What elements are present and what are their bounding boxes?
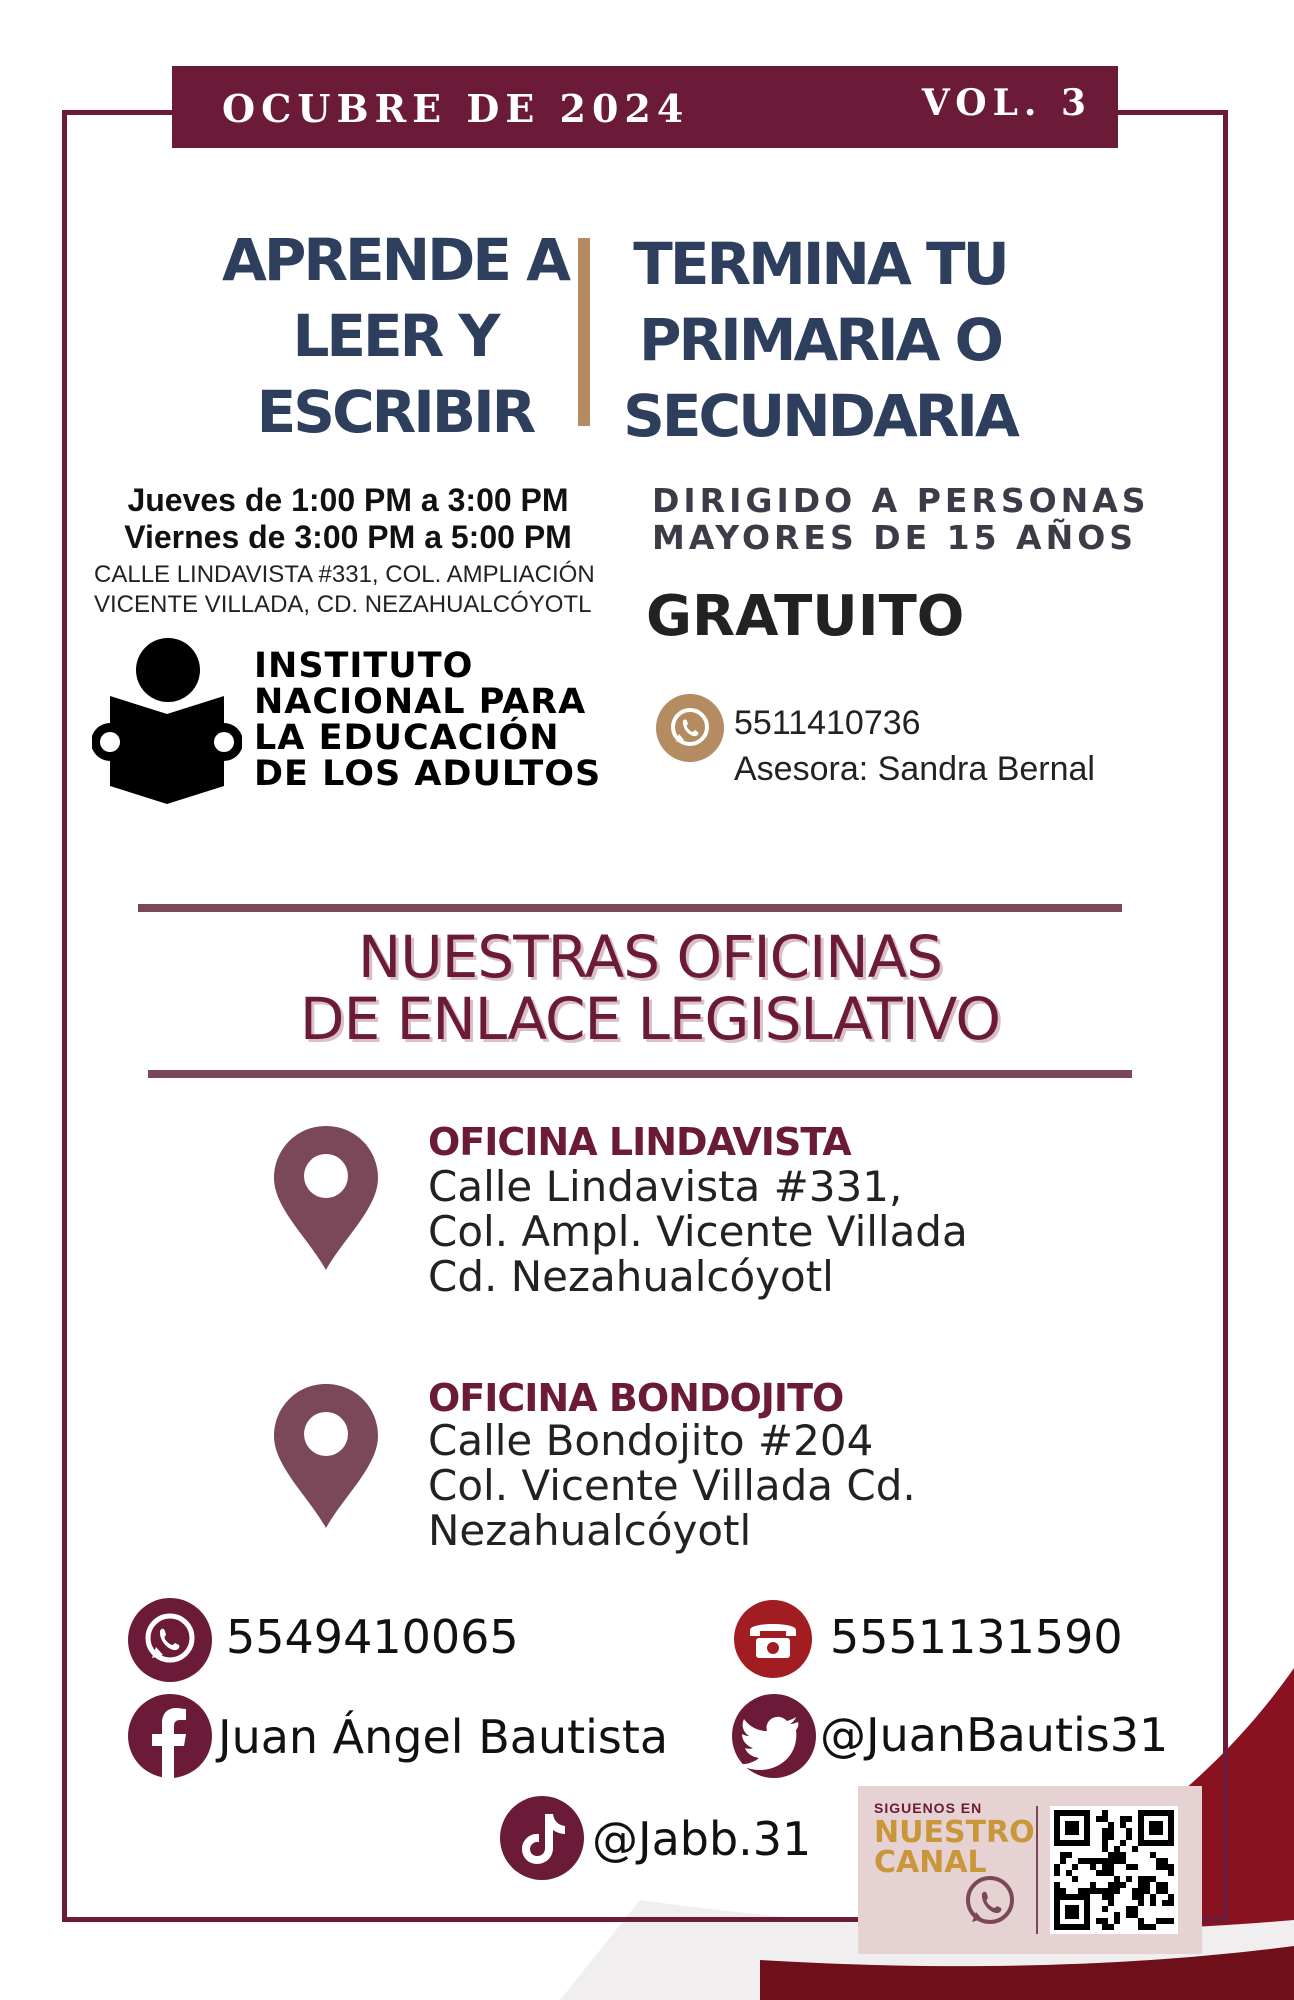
phone-icon[interactable] [734,1600,812,1678]
advisor-name: Asesora: Sandra Bernal [734,750,1095,788]
office-address: Calle Lindavista #331, Col. Ampl. Vicente Villada Cd. Nezahualcóyotl [428,1162,968,1301]
class-schedule: Jueves de 1:00 PM a 3:00 PM Viernes de 3:00 PM a 5:00 PM [124,482,572,555]
issue-date: OCUBRE DE 2024 [222,86,690,131]
school-heading: TERMINA TU PRIMARIA O SECUNDARIA [623,230,1017,450]
office-address: Calle Bondojito #204 Col. Vicente Villada Cd. Nezahualcóyotl [428,1416,916,1555]
twitter-icon[interactable] [732,1694,816,1778]
office-name: OFICINA BONDOJITO [428,1376,844,1420]
telephone-number[interactable]: 5551131590 [830,1610,1123,1664]
price-label: GRATUITO [646,584,965,649]
facebook-icon[interactable] [128,1694,212,1778]
tiktok-handle[interactable]: @Jabb.31 [592,1812,812,1866]
channel-big-label: NUESTRO CANAL [874,1815,1035,1880]
channel-box[interactable] [858,1786,1202,1954]
program-phone[interactable]: 5511410736 [734,704,921,742]
tiktok-icon[interactable] [500,1796,584,1880]
class-address: CALLE LINDAVISTA #331, COL. AMPLIACIÓN VICENTE VILLADA, CD. NEZAHUALCÓYOTL [94,561,595,618]
inea-logo [92,636,612,806]
twitter-handle[interactable]: @JuanBautis31 [820,1708,1169,1762]
header-bar [172,66,1118,148]
location-pin-icon [268,1380,384,1530]
qr-code-icon[interactable] [1050,1806,1178,1934]
office-name: OFICINA LINDAVISTA [428,1120,851,1164]
whatsapp-icon[interactable] [128,1598,212,1682]
issue-volume: VOL. 3 [921,82,1092,124]
box-divider [1036,1806,1038,1934]
heading-divider [578,238,590,426]
location-pin-icon [268,1122,384,1272]
literacy-heading: APRENDE A LEER Y ESCRIBIR [221,226,569,446]
offices-title: NUESTRAS OFICINAS DE ENLACE LEGISLATIVO [299,923,1001,1053]
inea-name: INSTITUTO NACIONAL PARA LA EDUCACIÓN DE LOS ADULTOS [254,646,602,794]
facebook-name[interactable]: Juan Ángel Bautista [218,1710,669,1764]
whatsapp-icon[interactable] [656,694,724,762]
channel-small-label: SIGUENOS EN [874,1800,983,1816]
whatsapp-icon [958,1870,1020,1932]
whatsapp-number[interactable]: 5549410065 [226,1610,519,1664]
audience-text: DIRIGIDO A PERSONAS MAYORES DE 15 AÑOS [652,481,1150,557]
reader-icon [92,636,242,806]
section-rule-bottom [148,1070,1132,1078]
section-rule-top [138,904,1122,912]
